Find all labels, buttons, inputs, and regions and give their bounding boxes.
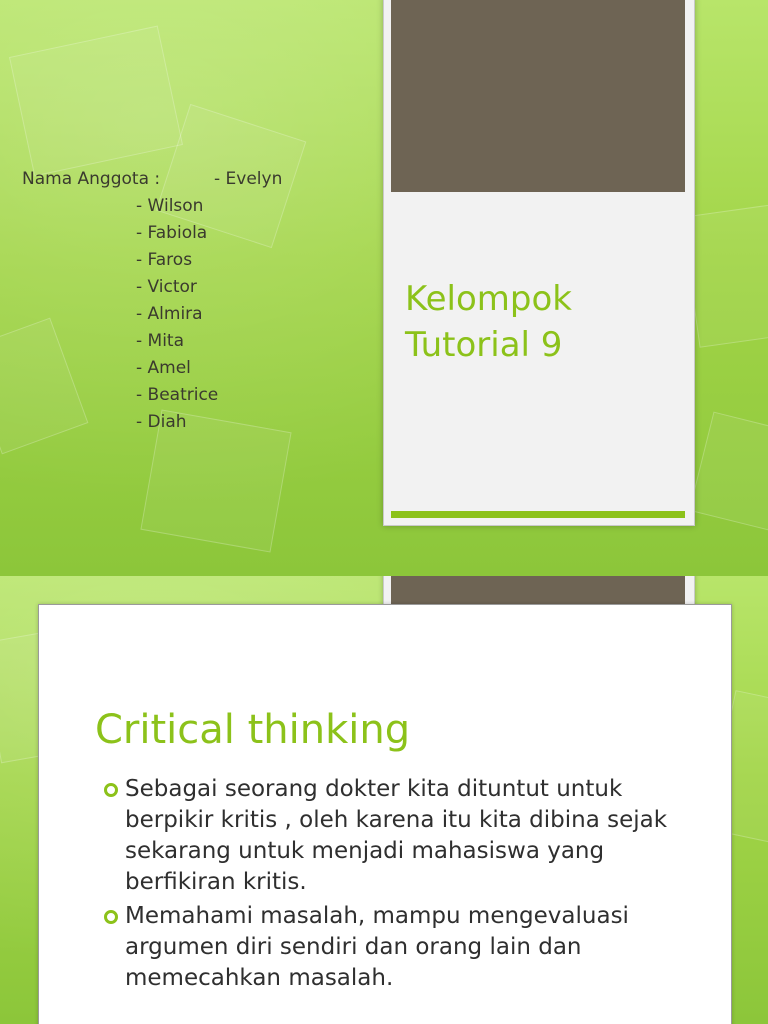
decorative-square bbox=[9, 26, 183, 177]
section-title: Critical thinking bbox=[95, 707, 411, 753]
bullet-list bbox=[104, 774, 684, 997]
member-name: - Beatrice bbox=[136, 385, 219, 405]
member-name: - Evelyn bbox=[214, 169, 283, 189]
title-panel-accent-bar bbox=[391, 511, 685, 518]
member-name: - Diah bbox=[136, 412, 187, 432]
bullet-text: Sebagai seorang dokter kita dituntut untuk berpikir kritis , oleh karena itu kita dibina sejak sekarang untuk menjadi mahasiswa yang berfikiran kritis. bbox=[125, 776, 668, 895]
slide-title bbox=[405, 276, 572, 368]
bullet-item bbox=[104, 901, 684, 994]
member-list bbox=[22, 166, 282, 436]
member-name: - Faros bbox=[136, 250, 193, 270]
member-list-header bbox=[22, 166, 282, 193]
members-label: Nama Anggota : bbox=[22, 169, 161, 189]
title-panel-dark-block bbox=[391, 0, 685, 192]
member-name: - Amel bbox=[136, 358, 191, 378]
slide-title-line-1: Kelompok bbox=[405, 279, 572, 319]
slide-2 bbox=[0, 576, 768, 1024]
member-name: - Almira bbox=[136, 304, 203, 324]
bullet-text: Memahami masalah, mampu mengevaluasi argumen diri sendiri dan orang lain dan memecahkan masalah. bbox=[125, 903, 629, 991]
member-name: - Fabiola bbox=[136, 223, 208, 243]
member-name: - Wilson bbox=[136, 196, 204, 216]
ring-bullet-icon bbox=[104, 910, 118, 924]
slide-title-line-2: Tutorial 9 bbox=[405, 325, 563, 365]
member-name: - Victor bbox=[136, 277, 197, 297]
bullet-item bbox=[104, 774, 684, 898]
member-name: - Mita bbox=[136, 331, 185, 351]
ring-bullet-icon bbox=[104, 783, 118, 797]
decorative-square bbox=[689, 412, 768, 531]
